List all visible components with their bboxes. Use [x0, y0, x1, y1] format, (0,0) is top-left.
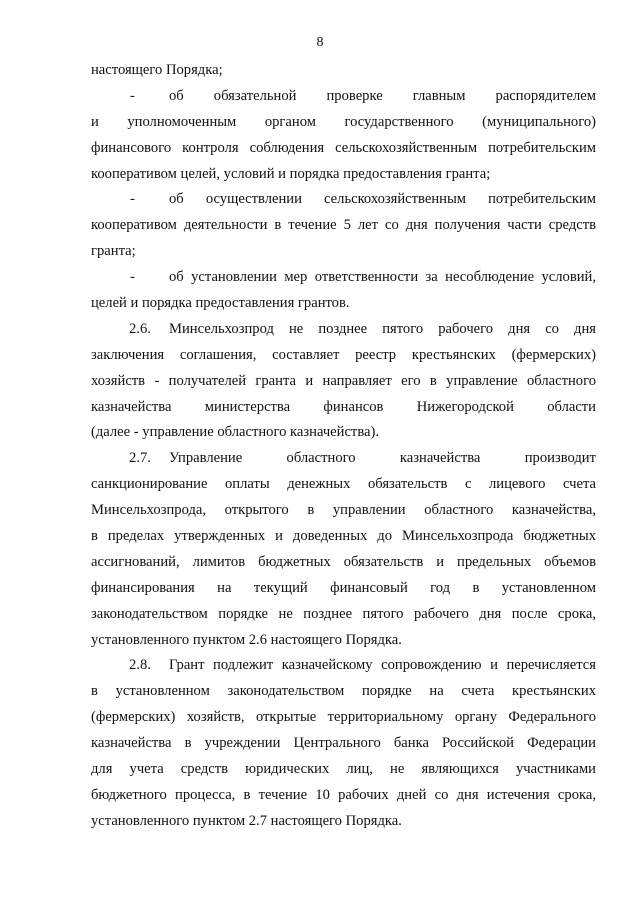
text-line: казначейства министерства финансов Нижегородской области — [91, 398, 596, 415]
page-number: 8 — [316, 35, 324, 50]
text-line: об обязательной проверке главным распорядителем — [169, 87, 596, 104]
text-line: (далее - управление областного казначейства). — [91, 424, 379, 441]
text-line: целей и порядка предоставления грантов. — [91, 295, 350, 312]
text-line: настоящего Порядка; — [91, 62, 223, 78]
clause-number: 2.7. — [129, 450, 151, 467]
text-line: для учета средств юридических лиц, не являющихся участниками — [91, 761, 596, 778]
text-line: об осуществлении сельскохозяйственным потребительским — [169, 191, 596, 208]
bullet-item-responsibility — [91, 265, 596, 291]
text-line: санкционирование оплаты денежных обязательств с лицевого счета — [91, 476, 596, 493]
text-line: Минсельхозпрода, открытого в управлении областного казначейства, — [91, 502, 596, 519]
clause-2-8 — [91, 653, 596, 679]
text-line: законодательством порядке не позднее пятого рабочего дня после срока, — [91, 605, 596, 622]
text-line: Управление областного казначейства производит — [169, 450, 596, 467]
clause-2-6 — [91, 317, 596, 343]
text-line: Грант подлежит казначейскому сопровождению и перечисляется — [169, 657, 596, 674]
text-line: Минсельхозпрод не позднее пятого рабочего дня со дня — [169, 320, 596, 337]
text-line: ассигнований, лимитов бюджетных обязательств и предельных объемов — [91, 553, 596, 570]
document-body — [91, 58, 596, 835]
text-line: финансирования на текущий финансовый год в установленном — [91, 579, 596, 596]
text-line: в установленном законодательством порядке на счета крестьянских — [91, 683, 596, 700]
text-line: об установлении мер ответственности за несоблюдение условий, — [169, 269, 596, 286]
bullet-dash: - — [130, 269, 135, 286]
bullet-item-check — [91, 84, 596, 110]
text-line: гранта; — [91, 243, 136, 260]
text-line: кооперативом целей, условий и порядка предоставления гранта; — [91, 165, 491, 182]
text-line: финансового контроля соблюдения сельскохозяйственным потребительским — [91, 139, 596, 156]
clause-2-7 — [91, 446, 596, 472]
text-line: кооперативом деятельности в течение 5 лет со дня получения части средств — [91, 217, 596, 234]
text-line: заключения соглашения, составляет реестр крестьянских (фермерских) — [91, 346, 596, 363]
text-line: (фермерских) хозяйств, открытые территориальному органу Федерального — [91, 709, 596, 726]
text-line: хозяйств - получателей гранта и направляет его в управление областного — [91, 372, 596, 389]
text-line: и уполномоченным органом государственного (муниципального) — [91, 113, 596, 130]
bullet-item-activity — [91, 187, 596, 213]
clause-number: 2.8. — [129, 657, 151, 674]
bullet-dash: - — [130, 87, 135, 104]
bullet-dash: - — [130, 191, 135, 208]
text-line: установленного пунктом 2.6 настоящего Порядка. — [91, 631, 402, 648]
clause-number: 2.6. — [129, 320, 151, 337]
text-line: установленного пунктом 2.7 настоящего Порядка. — [91, 812, 402, 829]
text-line: казначейства в учреждении Центрального банка Российской Федерации — [91, 735, 596, 752]
text-line: в пределах утвержденных и доведенных до Минсельхозпрода бюджетных — [91, 528, 596, 545]
text-line: бюджетного процесса, в течение 10 рабочих дней со дня истечения срока, — [91, 786, 596, 803]
